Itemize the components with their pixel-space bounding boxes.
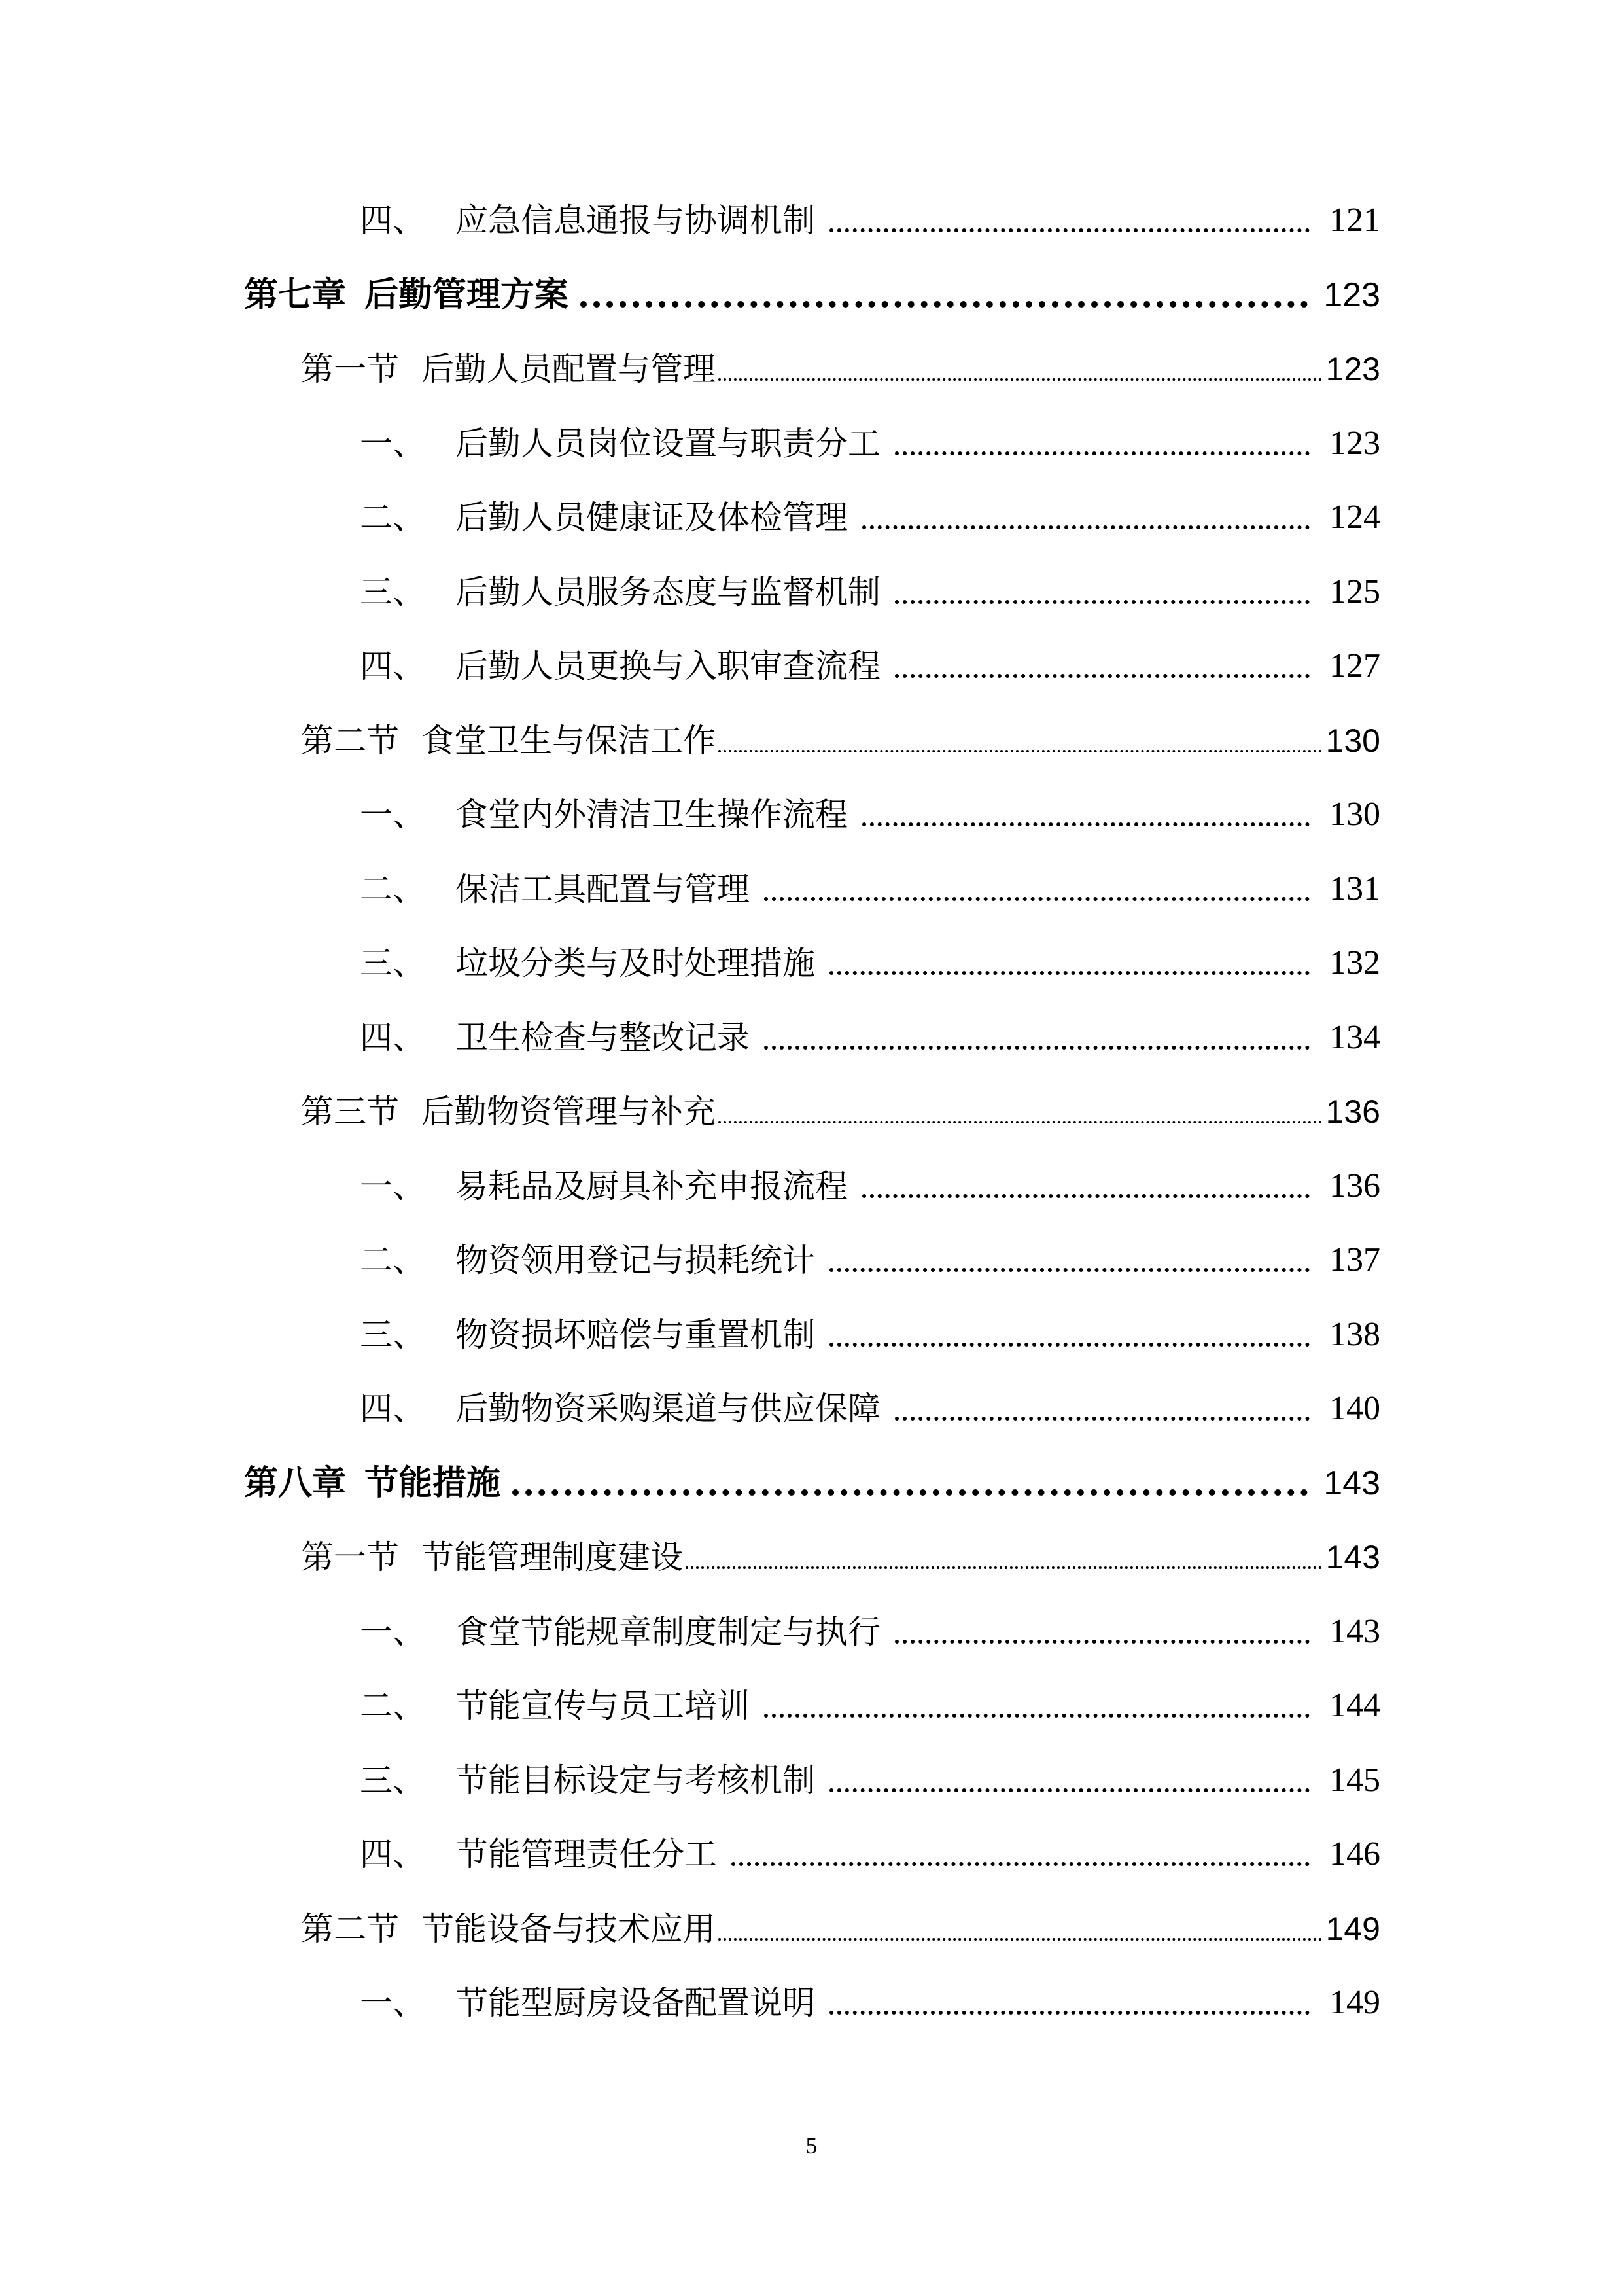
toc-entry-number: 四、 <box>360 647 425 685</box>
toc-dot-leader <box>718 1121 1322 1123</box>
toc-entry-title: 节能型厨房设备配置说明 <box>455 1984 815 2022</box>
toc-entry-page: 123 <box>1329 425 1380 462</box>
toc-entry-number: 第一节 <box>301 1538 399 1576</box>
toc-entry-page: 131 <box>1329 870 1380 908</box>
toc-dot-leader <box>862 822 1310 826</box>
toc-entry-page: 146 <box>1329 1835 1380 1873</box>
toc-dot-leader <box>718 1938 1322 1941</box>
toc-entry-item[interactable] <box>360 868 1380 910</box>
toc-entry-title: 节能管理责任分工 <box>455 1835 717 1873</box>
toc-entry-page: 149 <box>1325 1911 1380 1947</box>
toc-entry-number: 三、 <box>360 1316 425 1354</box>
toc-entry-item[interactable] <box>360 200 1380 241</box>
toc-entry-item[interactable] <box>360 1388 1380 1430</box>
toc-entry-item[interactable] <box>360 1982 1380 2024</box>
toc-dot-leader <box>829 228 1310 232</box>
toc-entry-item[interactable] <box>360 645 1380 687</box>
toc-entry-page: 144 <box>1329 1687 1380 1724</box>
toc-entry-title: 节能措施 <box>364 1464 501 1503</box>
toc-dot-leader <box>862 1194 1310 1198</box>
toc-dot-leader <box>862 525 1310 529</box>
toc-entry-section[interactable] <box>301 1536 1380 1578</box>
toc-entry-number: 一、 <box>360 425 425 463</box>
toc-entry-page: 134 <box>1329 1019 1380 1056</box>
toc-entry-item[interactable] <box>360 1685 1380 1727</box>
toc-entry-title: 节能宣传与员工培训 <box>455 1687 750 1725</box>
toc-entry-section[interactable] <box>301 720 1380 762</box>
toc-entry-item[interactable] <box>360 1017 1380 1059</box>
toc-entry-item[interactable] <box>360 1611 1380 1653</box>
toc-entry-chapter[interactable] <box>244 274 1380 316</box>
toc-entry-title: 应急信息通报与协调机制 <box>455 202 815 239</box>
toc-entry-item[interactable] <box>360 942 1380 984</box>
toc-entry-page: 143 <box>1325 1539 1380 1576</box>
toc-entry-page: 138 <box>1329 1316 1380 1353</box>
toc-entry-item[interactable] <box>360 571 1380 613</box>
toc-dot-leader <box>895 1640 1310 1644</box>
toc-entry-title: 食堂卫生与保洁工作 <box>421 722 716 760</box>
toc-dot-leader <box>731 1862 1310 1866</box>
toc-entry-item[interactable] <box>360 423 1380 465</box>
toc-dot-leader <box>895 451 1310 455</box>
toc-entry-number: 四、 <box>360 1835 425 1873</box>
toc-entry-title: 后勤人员配置与管理 <box>421 350 716 388</box>
toc-dot-leader <box>718 750 1322 752</box>
toc-entry-page: 132 <box>1329 944 1380 981</box>
toc-entry-page: 124 <box>1329 499 1380 536</box>
toc-entry-title: 节能目标设定与考核机制 <box>455 1761 815 1799</box>
toc-entry-number: 二、 <box>360 1687 425 1725</box>
toc-entry-page: 136 <box>1329 1167 1380 1205</box>
toc-dot-leader <box>895 674 1310 678</box>
toc-entry-page: 143 <box>1323 1464 1380 1502</box>
toc-dot-leader <box>512 1489 1308 1496</box>
toc-entry-number: 二、 <box>360 499 425 537</box>
page-number: 5 <box>805 2132 818 2159</box>
toc-entry-number: 一、 <box>360 1984 425 2022</box>
toc-dot-leader <box>895 1417 1310 1421</box>
toc-dot-leader <box>895 600 1310 604</box>
toc-entry-item[interactable] <box>360 1239 1380 1281</box>
toc-entry-number: 一、 <box>360 796 425 834</box>
toc-entry-number: 第七章 <box>244 275 347 315</box>
toc-entry-section[interactable] <box>301 348 1380 390</box>
toc-entry-title: 物资损坏赔偿与重置机制 <box>455 1316 815 1354</box>
toc-entry-page: 130 <box>1329 796 1380 833</box>
toc-entry-page: 143 <box>1329 1613 1380 1650</box>
toc-dot-leader <box>580 301 1308 308</box>
toc-entry-item[interactable] <box>360 1833 1380 1875</box>
toc-entry-number: 三、 <box>360 944 425 982</box>
toc-entry-page: 123 <box>1323 276 1380 314</box>
toc-entry-title: 食堂节能规章制度制定与执行 <box>455 1613 881 1651</box>
toc-entry-number: 一、 <box>360 1613 425 1651</box>
toc-entry-page: 130 <box>1325 722 1380 759</box>
toc-entry-title: 物资领用登记与损耗统计 <box>455 1241 815 1279</box>
toc-entry-title: 节能设备与技术应用 <box>421 1910 716 1948</box>
toc-entry-number: 第一节 <box>301 350 399 388</box>
toc-entry-item[interactable] <box>360 794 1380 836</box>
toc-entry-number: 第三节 <box>301 1093 399 1131</box>
toc-entry-chapter[interactable] <box>244 1462 1380 1504</box>
toc-entry-page: 123 <box>1325 351 1380 387</box>
toc-entry-title: 易耗品及厨具补充申报流程 <box>455 1167 848 1205</box>
toc-entry-number: 第八章 <box>244 1464 347 1503</box>
toc-entry-title: 节能管理制度建设 <box>421 1538 683 1576</box>
toc-entry-title: 后勤人员更换与入职审查流程 <box>455 647 881 685</box>
toc-entry-title: 后勤人员健康证及体检管理 <box>455 499 848 537</box>
toc-entry-number: 二、 <box>360 1241 425 1279</box>
toc-entry-number: 第二节 <box>301 722 399 760</box>
toc-entry-number: 四、 <box>360 1390 425 1428</box>
toc-entry-title: 垃圾分类与及时处理措施 <box>455 944 815 982</box>
toc-entry-title: 后勤物资管理与补充 <box>421 1093 716 1131</box>
toc-entry-number: 第二节 <box>301 1910 399 1948</box>
toc-dot-leader <box>764 1046 1310 1050</box>
toc-entry-page: 137 <box>1329 1241 1380 1279</box>
toc-entry-title: 保洁工具配置与管理 <box>455 870 750 908</box>
toc-dot-leader <box>718 378 1322 381</box>
toc-entry-number: 三、 <box>360 1761 425 1799</box>
toc-entry-item[interactable] <box>360 497 1380 539</box>
toc-entry-section[interactable] <box>301 1908 1380 1950</box>
toc-entry-section[interactable] <box>301 1091 1380 1133</box>
toc-entry-number: 三、 <box>360 573 425 611</box>
toc-entry-item[interactable] <box>360 1759 1380 1801</box>
toc-entry-title: 后勤人员服务态度与监督机制 <box>455 573 881 611</box>
toc-dot-leader <box>829 1788 1310 1792</box>
toc-entry-number: 二、 <box>360 870 425 908</box>
toc-entry-title: 食堂内外清洁卫生操作流程 <box>455 796 848 834</box>
toc-entry-page: 145 <box>1329 1761 1380 1799</box>
toc-entry-title: 后勤管理方案 <box>364 275 569 315</box>
toc-entry-page: 140 <box>1329 1390 1380 1427</box>
toc-dot-leader <box>764 1714 1310 1718</box>
toc-dot-leader <box>764 897 1310 901</box>
toc-entry-page: 136 <box>1325 1093 1380 1130</box>
toc-entry-item[interactable] <box>360 1165 1380 1207</box>
toc-entry-item[interactable] <box>360 1314 1380 1356</box>
toc-entry-number: 一、 <box>360 1167 425 1205</box>
toc-dot-leader <box>829 971 1310 975</box>
toc-entry-page: 125 <box>1329 573 1380 610</box>
toc-entry-number: 四、 <box>360 202 425 239</box>
toc-entry-page: 149 <box>1329 1984 1380 2021</box>
toc-entry-title: 后勤人员岗位设置与职责分工 <box>455 425 881 463</box>
toc-entry-number: 四、 <box>360 1019 425 1057</box>
toc-entry-title: 后勤物资采购渠道与供应保障 <box>455 1390 881 1428</box>
toc-entry-title: 卫生检查与整改记录 <box>455 1019 750 1057</box>
toc-entry-page: 127 <box>1329 647 1380 684</box>
toc-dot-leader <box>829 2011 1310 2015</box>
toc-entry-page: 121 <box>1329 202 1380 239</box>
toc-dot-leader <box>829 1268 1310 1272</box>
toc-dot-leader <box>686 1566 1322 1569</box>
toc-dot-leader <box>829 1343 1310 1347</box>
